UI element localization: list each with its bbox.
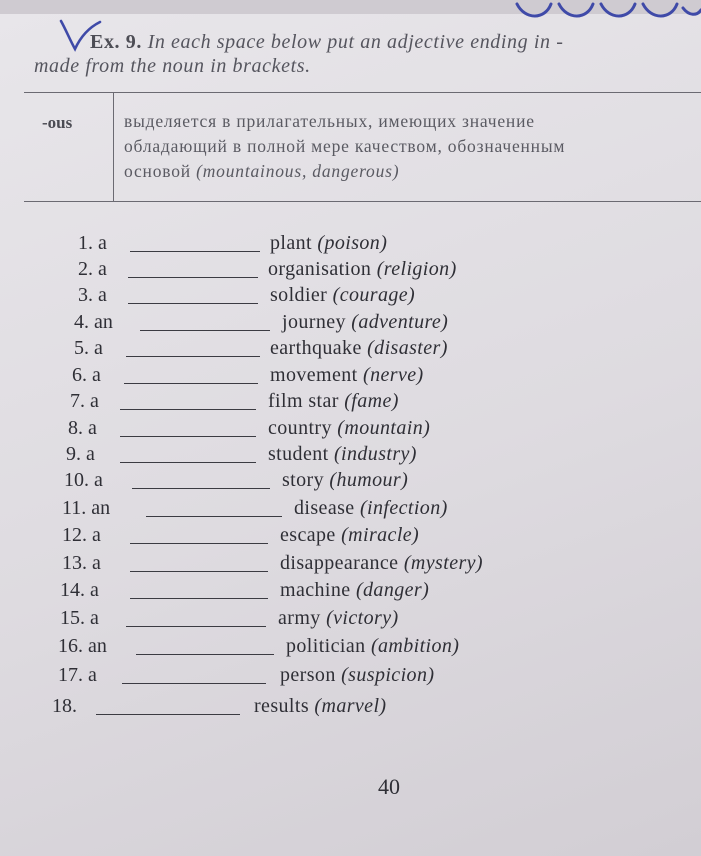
item-number: 18. <box>52 695 77 717</box>
answer-blank[interactable] <box>124 383 258 384</box>
answer-blank[interactable] <box>130 543 268 544</box>
item-root-noun: (industry) <box>333 443 417 465</box>
item-noun-phrase: journey <box>282 311 352 333</box>
item-number: 7. a <box>70 390 99 412</box>
item-phrase <box>282 309 448 335</box>
item-root-noun: (danger) <box>355 579 430 601</box>
exercise-item <box>62 495 701 521</box>
item-noun-phrase: plant <box>270 232 318 254</box>
item-number: 4. an <box>74 311 113 333</box>
exercise-item <box>60 605 701 631</box>
item-phrase <box>270 362 424 388</box>
answer-blank[interactable] <box>96 714 240 715</box>
item-number: 14. a <box>60 579 99 601</box>
item-number: 16. an <box>58 635 107 657</box>
item-root-noun: (suspicion) <box>341 664 435 686</box>
item-noun-phrase: politician <box>286 635 371 657</box>
answer-blank[interactable] <box>140 330 270 331</box>
item-root-noun: (miracle) <box>341 524 420 546</box>
exercise-instruction <box>34 30 701 78</box>
rule-explanation <box>124 109 701 184</box>
item-root-noun: (poison) <box>317 232 388 254</box>
exercise-item <box>70 388 701 414</box>
item-root-noun: (humour) <box>329 469 409 491</box>
item-number: 9. a <box>66 443 95 465</box>
rule-explanation-line-2: обладающий в полной мере качеством, обозначенным <box>124 136 566 156</box>
exercise-item <box>58 662 701 688</box>
item-phrase <box>286 633 459 659</box>
item-phrase <box>270 335 448 361</box>
rule-explanation-line-1: выделяется в прилагательных, имеющих значение <box>124 111 535 131</box>
item-root-noun: (disaster) <box>367 337 448 359</box>
item-noun-phrase: person <box>280 664 342 686</box>
exercise-item <box>68 415 701 441</box>
item-number: 17. a <box>58 664 97 686</box>
answer-blank[interactable] <box>126 356 260 357</box>
item-phrase <box>270 282 415 308</box>
pen-scribble-mark <box>511 0 701 22</box>
instruction-line-2: made from the noun in brackets. <box>34 55 311 77</box>
item-noun-phrase: results <box>254 695 315 717</box>
item-number: 1. a <box>78 232 107 254</box>
item-phrase <box>268 441 417 467</box>
item-noun-phrase: film star <box>268 390 345 412</box>
exercise-item <box>58 633 701 659</box>
item-root-noun: (mountain) <box>337 417 431 439</box>
exercise-item <box>78 256 701 282</box>
instruction-line-1: In each space below put an adjective ending in - <box>147 31 564 53</box>
answer-blank[interactable] <box>146 516 282 517</box>
answer-blank[interactable] <box>130 598 268 599</box>
exercise-item <box>78 282 701 308</box>
item-noun-phrase: story <box>282 469 330 491</box>
item-number: 8. a <box>68 417 97 439</box>
item-phrase <box>268 415 430 441</box>
exercise-item <box>66 441 701 467</box>
exercise-item <box>72 362 701 388</box>
item-number: 2. a <box>78 258 107 280</box>
answer-blank[interactable] <box>132 488 270 489</box>
item-phrase <box>282 467 408 493</box>
item-number: 12. a <box>62 524 101 546</box>
item-noun-phrase: organisation <box>268 258 377 280</box>
exercise-label: Ex. 9. <box>90 31 142 53</box>
exercise-item <box>60 577 701 603</box>
rule-explanation-text: основой <box>124 161 197 181</box>
item-number: 11. an <box>62 497 111 519</box>
item-root-noun: (mystery) <box>403 552 483 574</box>
answer-blank[interactable] <box>120 409 256 410</box>
item-noun-phrase: soldier <box>270 284 333 306</box>
item-root-noun: (adventure) <box>351 311 449 333</box>
answer-blank[interactable] <box>120 436 256 437</box>
item-noun-phrase: army <box>278 607 327 629</box>
answer-blank[interactable] <box>122 683 266 684</box>
rule-suffix: -ous <box>42 113 73 132</box>
exercise-item <box>74 335 701 361</box>
exercise-list <box>0 230 701 740</box>
item-number: 3. a <box>78 284 107 306</box>
item-noun-phrase: country <box>268 417 338 439</box>
item-root-noun: (courage) <box>332 284 416 306</box>
answer-blank[interactable] <box>128 303 258 304</box>
exercise-item <box>64 467 701 493</box>
item-phrase <box>280 522 419 548</box>
item-phrase <box>254 693 386 719</box>
item-phrase <box>268 388 399 414</box>
item-noun-phrase: escape <box>280 524 342 546</box>
item-noun-phrase: earthquake <box>270 337 368 359</box>
item-phrase <box>280 550 483 576</box>
exercise-item <box>52 693 701 719</box>
item-noun-phrase: machine <box>280 579 356 601</box>
item-root-noun: (religion) <box>376 258 457 280</box>
item-phrase <box>294 495 448 521</box>
item-number: 6. a <box>72 364 101 386</box>
item-root-noun: (fame) <box>344 390 399 412</box>
answer-blank[interactable] <box>120 462 256 463</box>
answer-blank[interactable] <box>136 654 274 655</box>
item-noun-phrase: movement <box>270 364 364 386</box>
grammar-rule-box <box>24 92 701 202</box>
item-noun-phrase: disappearance <box>280 552 404 574</box>
answer-blank[interactable] <box>128 277 258 278</box>
item-phrase <box>280 662 434 688</box>
rule-box-divider <box>113 93 114 201</box>
item-phrase <box>270 230 387 256</box>
item-noun-phrase: disease <box>294 497 360 519</box>
item-noun-phrase: student <box>268 443 334 465</box>
item-phrase <box>268 256 457 282</box>
rule-examples: (mountainous, dangerous) <box>196 161 400 181</box>
answer-blank[interactable] <box>130 251 260 252</box>
exercise-item <box>74 309 701 335</box>
item-number: 10. a <box>64 469 103 491</box>
answer-blank[interactable] <box>130 571 268 572</box>
item-number: 5. a <box>74 337 103 359</box>
item-root-noun: (victory) <box>326 607 399 629</box>
answer-blank[interactable] <box>126 626 266 627</box>
item-phrase <box>278 605 399 631</box>
item-number: 13. a <box>62 552 101 574</box>
page-number: 40 <box>378 774 400 799</box>
rule-explanation-line-3 <box>124 159 701 184</box>
exercise-item <box>62 522 701 548</box>
item-root-noun: (nerve) <box>363 364 424 386</box>
item-root-noun: (marvel) <box>314 695 387 717</box>
item-phrase <box>280 577 429 603</box>
item-root-noun: (infection) <box>359 497 448 519</box>
item-root-noun: (ambition) <box>370 635 460 657</box>
exercise-item <box>62 550 701 576</box>
exercise-item <box>78 230 701 256</box>
item-number: 15. a <box>60 607 99 629</box>
